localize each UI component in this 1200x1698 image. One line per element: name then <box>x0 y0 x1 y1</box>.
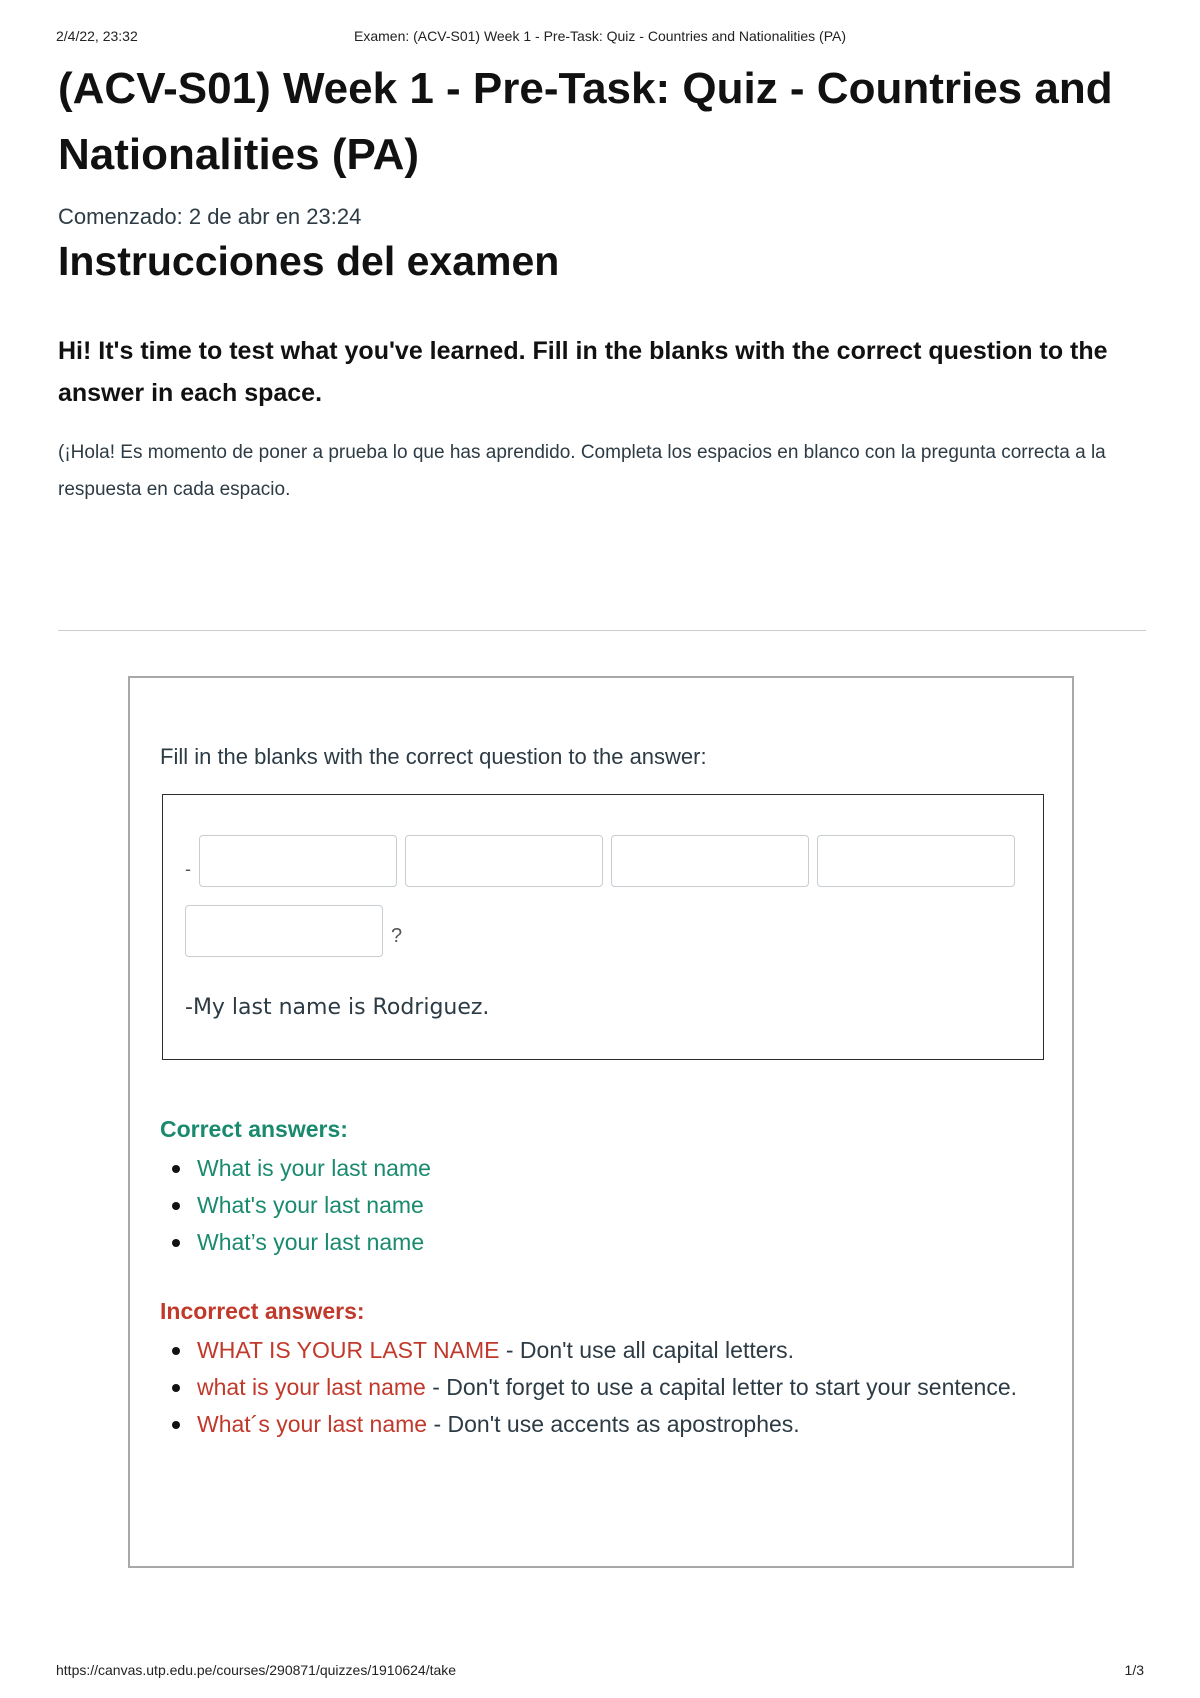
correct-answers-heading: Correct answers: <box>160 1116 348 1142</box>
answer-sentence: -My last name is Rodriguez. <box>185 995 490 1020</box>
list-item <box>160 1150 1040 1187</box>
incorrect-answer-feedback: - Don't use accents as apostrophes. <box>427 1411 800 1437</box>
print-footer <box>56 1662 1144 1682</box>
blank-input-1[interactable] <box>199 835 397 887</box>
incorrect-answer-feedback: - Don't use all capital letters. <box>499 1337 795 1363</box>
print-date: 2/4/22, 23:32 <box>56 28 138 44</box>
incorrect-answers-list <box>160 1332 1040 1443</box>
correct-answer-text: What's your last name <box>197 1192 424 1218</box>
answer-input-box <box>162 794 1044 1060</box>
blank-input-2[interactable] <box>405 835 603 887</box>
instructions-spanish: (¡Hola! Es momento de poner a prueba lo que has aprendido. Completa los espacios en blanco con la pregunta correcta a la respuesta en cada espacio. <box>58 442 1106 500</box>
incorrect-answer-text: what is your last name <box>197 1374 426 1400</box>
list-item <box>160 1369 1040 1406</box>
correct-answers-list <box>160 1150 1040 1261</box>
section-divider <box>58 630 1146 631</box>
list-item <box>160 1224 1040 1261</box>
page-number: 1/3 <box>1124 1662 1144 1678</box>
incorrect-answer-feedback: - Don't forget to use a capital letter to start your sentence. <box>425 1374 1018 1400</box>
quiz-title: (ACV-S01) Week 1 - Pre-Task: Quiz - Countries and Nationalities (PA) <box>58 64 1113 179</box>
incorrect-answer-text: What´s your last name <box>197 1411 428 1437</box>
print-header <box>56 28 1144 48</box>
list-item <box>160 1332 1040 1369</box>
started-timestamp: Comenzado: 2 de abr en 23:24 <box>58 204 362 229</box>
correct-answer-text: What’s your last name <box>197 1229 425 1255</box>
print-document-title: Examen: (ACV-S01) Week 1 - Pre-Task: Quiz - Countries and Nationalities (PA) <box>354 28 846 44</box>
list-item <box>160 1406 1040 1443</box>
blank-input-4[interactable] <box>817 835 1015 887</box>
list-item <box>160 1187 1040 1224</box>
incorrect-answers-heading: Incorrect answers: <box>160 1298 365 1324</box>
incorrect-answer-text: WHAT IS YOUR LAST NAME <box>197 1337 500 1363</box>
correct-answer-text: What is your last name <box>197 1155 431 1181</box>
print-url: https://canvas.utp.edu.pe/courses/290871/quizzes/1910624/take <box>56 1662 457 1678</box>
answer-prefix: - <box>185 859 191 879</box>
instructions-english: Hi! It's time to test what you've learned. Fill in the blanks with the correct question to the answer in each space. <box>58 337 1108 407</box>
question-mark: ? <box>391 925 403 947</box>
instructions-heading: Instrucciones del examen <box>58 238 560 284</box>
blank-input-5[interactable] <box>185 905 383 957</box>
blank-input-3[interactable] <box>611 835 809 887</box>
question-prompt: Fill in the blanks with the correct question to the answer: <box>160 744 707 769</box>
question-card <box>128 676 1074 1568</box>
